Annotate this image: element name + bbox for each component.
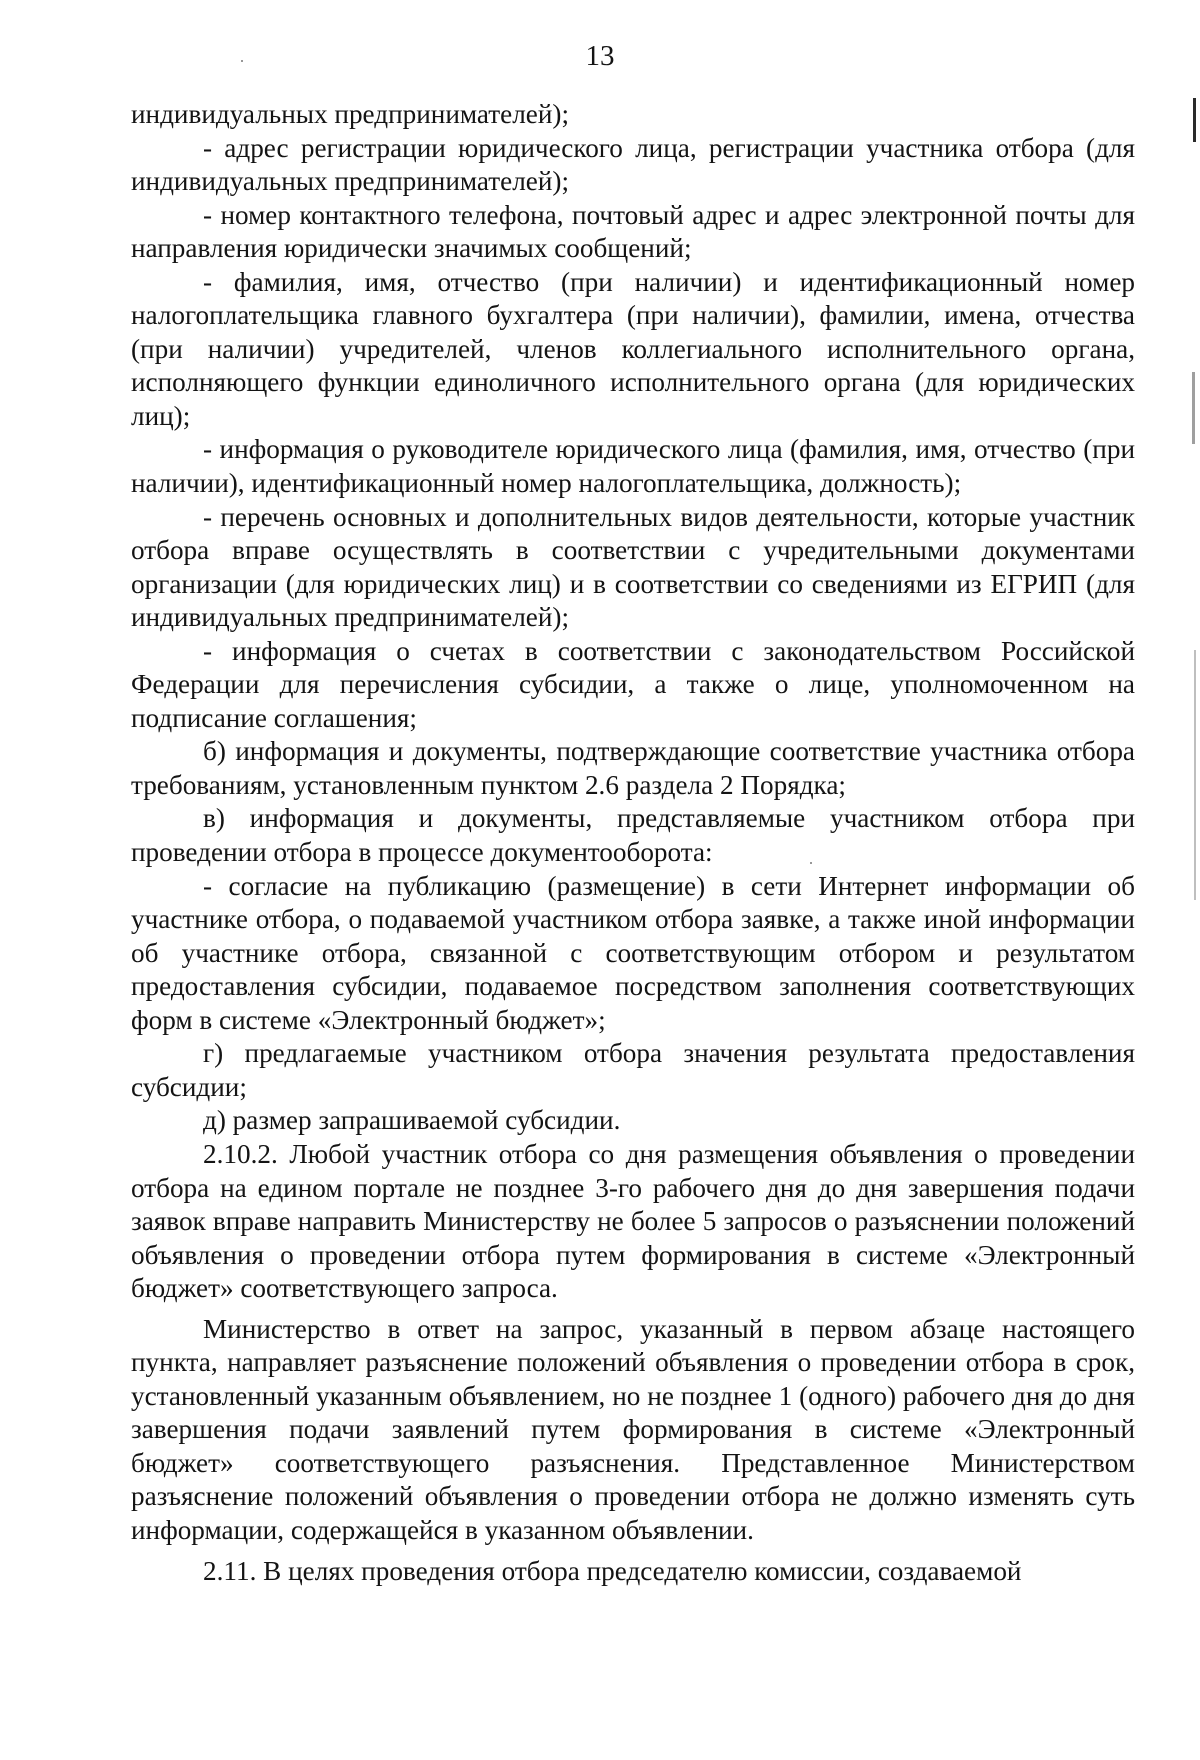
paragraph-continuation: индивидуальных предпринимателей); — [131, 99, 570, 129]
scan-edge-mark-top — [1193, 98, 1196, 142]
paragraph-clause-2-10-2: 2.10.2. Любой участник отбора со дня размещения объявления о проведении отбора на едином портале не позднее 3-го рабочего дня до дня завершения подачи заявок вправе направить Министерству не более 5 запросов о разъяснении положений объявления о проведении отбора путем формирования в системе «Электронный бюджет» соответствующего запроса. — [131, 1138, 1135, 1304]
body-text — [131, 98, 1135, 1588]
paragraph-activity-types: - перечень основных и дополнительных видов деятельности, которые участник отбора вправе осуществлять в соответствии с учредительными документами организации (для юридических лиц) и в соответствии со сведениями из ЕГРИП (для индивидуальных предпринимателей); — [131, 501, 1135, 633]
paragraph-bank-accounts: - информация о счетах в соответствии с законодательством Российской Федерации для перечисления субсидии, а также о лице, уполномоченном на подписание соглашения; — [131, 635, 1135, 733]
scan-speck — [810, 862, 812, 864]
paragraph-publication-consent: - согласие на публикацию (размещение) в сети Интернет информации об участнике отбора, о подаваемой участником отбора заявке, а также иной информации об участнике отбора, связанной с соответствующим отбором и результатом предоставления субсидии, подаваемое посредством заполнения соответствующих форм в системе «Электронный бюджет»; — [131, 870, 1135, 1035]
paragraph-item-v: в) информация и документы, представляемые участником отбора при проведении отбора в процессе документооборота: — [131, 803, 1135, 868]
scan-speck — [241, 60, 243, 62]
scan-edge-mark-middle — [1192, 372, 1195, 444]
paragraph-registration-address: - адрес регистрации юридического лица, регистрации участника отбора (для индивидуальных предпринимателей); — [131, 132, 1135, 197]
paragraph-item-g: г) предлагаемые участником отбора значения результата предоставления субсидии; — [131, 1038, 1135, 1102]
paragraph-ministry-response: Министерство в ответ на запрос, указанный в первом абзаце настоящего пункта, направляет разъяснение положений объявления о проведении отбора в срок, установленный указанным объявлением, но не позднее 1 (одного) рабочего дня до дня завершения подачи заявлений путем формирования в системе «Электронный бюджет» соответствующего разъяснения. Представленное Министерством разъяснение положений объявления о проведении отбора не должно изменять суть информации, содержащейся в указанном объявлении. — [131, 1313, 1135, 1545]
page-number: 13 — [585, 40, 615, 72]
paragraph-head-info: - информация о руководителе юридического лица (фамилия, имя, отчество (при наличии), идентификационный номер налогоплательщика, должность); — [131, 434, 1135, 499]
paragraph-contact-details: - номер контактного телефона, почтовый адрес и адрес электронной почты для направления юридически значимых сообщений; — [131, 199, 1135, 264]
paragraph-item-b: б) информация и документы, подтверждающие соответствие участника отбора требованиям, установленным пунктом 2.6 раздела 2 Порядка; — [131, 736, 1135, 800]
scan-edge-mark-lower — [1194, 650, 1196, 900]
paragraph-clause-2-11: 2.11. В целях проведения отбора председателю комиссии, создаваемой — [203, 1555, 1022, 1586]
paragraph-item-d: д) размер запрашиваемой субсидии. — [203, 1105, 621, 1136]
paragraph-accountant-founders: - фамилия, имя, отчество (при наличии) и идентификационный номер налогоплательщика главного бухгалтера (при наличии), фамилии, имена, отчества (при наличии) учредителей, членов коллегиального исполнительного органа, исполняющего функции единоличного исполнительного органа (для юридических лиц); — [131, 266, 1135, 431]
